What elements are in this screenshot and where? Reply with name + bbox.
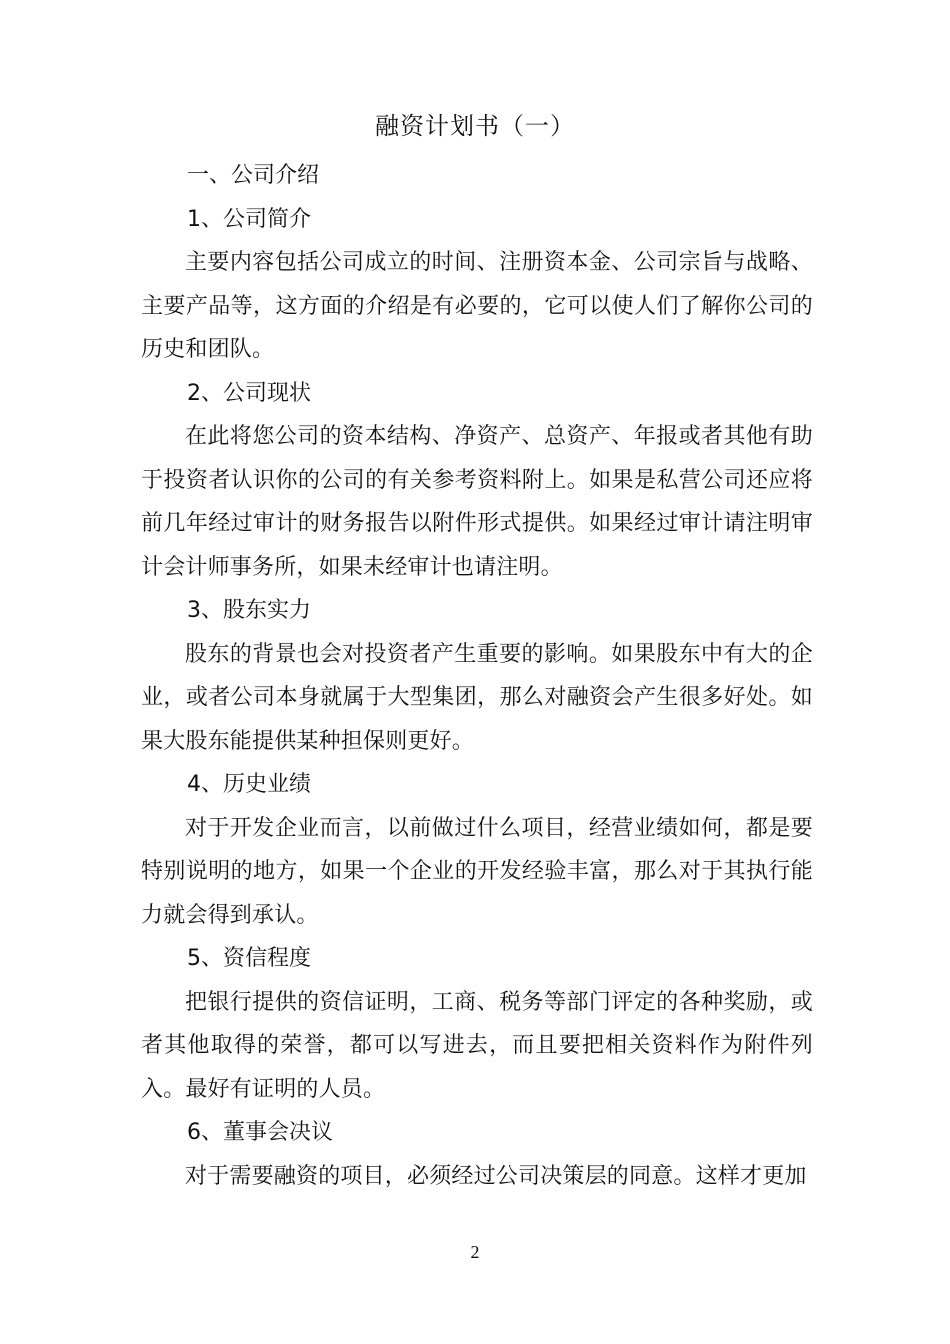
subsection-heading-2: 2、公司现状 bbox=[187, 380, 311, 406]
subsection-heading-6: 6、董事会决议 bbox=[187, 1120, 333, 1145]
document-title: 融资计划书（一） bbox=[375, 112, 575, 140]
subsection-heading-5: 5、资信程度 bbox=[187, 946, 311, 971]
paragraph-credit-standing: 把银行提供的资信证明，工商、税务等部门评定的各种奖励，或者其他取得的荣誉，都可以写进去，而且要把相关资料作为附件列入。最好有证明的人员。 bbox=[141, 989, 813, 1102]
subsection-heading-3: 3、股东实力 bbox=[187, 598, 311, 623]
section-heading: 一、公司介绍 bbox=[187, 163, 320, 188]
document-body bbox=[141, 154, 813, 1198]
subsection-heading-1: 1、公司简介 bbox=[187, 206, 311, 232]
paragraph-company-status: 在此将您公司的资本结构、净资产、总资产、年报或者其他有助于投资者认识你的公司的有关参考资料附上。如果是私营公司还应将前几年经过审计的财务报告以附件形式提供。如果经过审计请注明审计会计师事务所，如果未经审计也请注明。 bbox=[141, 424, 813, 580]
page-number: 2 bbox=[470, 1242, 480, 1262]
paragraph-board-resolution: 对于需要融资的项目，必须经过公司决策层的同意。这样才更加 bbox=[185, 1163, 807, 1189]
paragraph-track-record: 对于开发企业而言，以前做过什么项目，经营业绩如何，都是要特别说明的地方，如果一个企业的开发经验丰富，那么对于其执行能力就会得到承认。 bbox=[141, 815, 813, 928]
paragraph-shareholder-strength: 股东的背景也会对投资者产生重要的影响。如果股东中有大的企业，或者公司本身就属于大型集团，那么对融资会产生很多好处。如果大股东能提供某种担保则更好。 bbox=[141, 641, 813, 754]
subsection-heading-4: 4、历史业绩 bbox=[187, 772, 311, 797]
paragraph-company-profile: 主要内容包括公司成立的时间、注册资本金、公司宗旨与战略、主要产品等，这方面的介绍是有必要的，它可以使人们了解你公司的历史和团队。 bbox=[141, 250, 813, 362]
